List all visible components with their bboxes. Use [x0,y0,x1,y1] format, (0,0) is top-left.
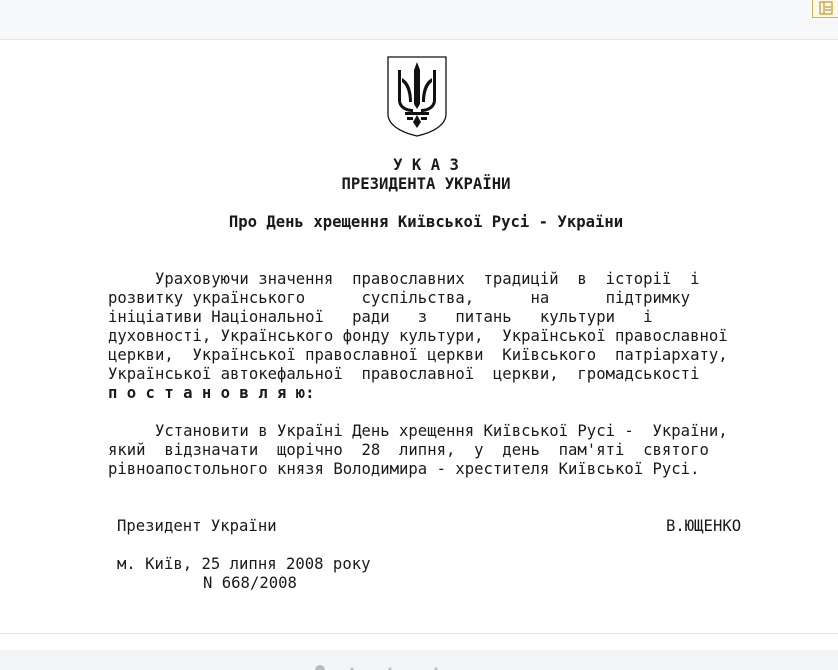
top-toolbar [0,0,838,40]
signature-name: В.ЮЩЕНКО [666,517,741,536]
paragraph-line: Української автокефальної православної церкви, громадськості [108,365,744,384]
decree-number: N 668/2008 [203,574,297,593]
paragraph-line: Ураховуючи значення православних традицій в історії і [108,270,744,289]
decree-issuer: ПРЕЗИДЕНТА УКРАЇНИ [108,175,744,194]
paragraph-line: Установити в Україні День хрещення Київської Русі - України, [108,422,744,441]
paragraph-line: який відзначати щорічно 28 липня, у день пам'яті святого [108,441,744,460]
trident-coat-of-arms-icon [387,56,447,137]
bottom-bar [0,633,838,670]
paragraph-line: духовності, Українського фонду культури, Української православної [108,327,744,346]
decree-word: п о с т а н о в л я ю: [108,384,744,403]
layout-toggle-icon [819,1,833,15]
bottom-toolbar [0,650,838,670]
layout-toggle-button[interactable] [812,0,838,18]
paragraph-line: церкви, Української православної церкви Київського патріархату, [108,346,744,365]
signature-position: Президент України [117,517,277,536]
decree-subject: Про День хрещення Київської Русі - України [108,213,744,232]
paragraph-line: розвитку українського суспільства, на підтримку [108,289,744,308]
paragraph-line: ініціативи Національної ради з питань культури і [108,308,744,327]
place-date: м. Київ, 25 липня 2008 року [117,555,370,574]
partial-icons [314,664,454,670]
paragraph-line: рівноапостольного князя Володимира - хрестителя Київської Русі. [108,460,744,479]
decree-title: У К А З [108,156,744,175]
